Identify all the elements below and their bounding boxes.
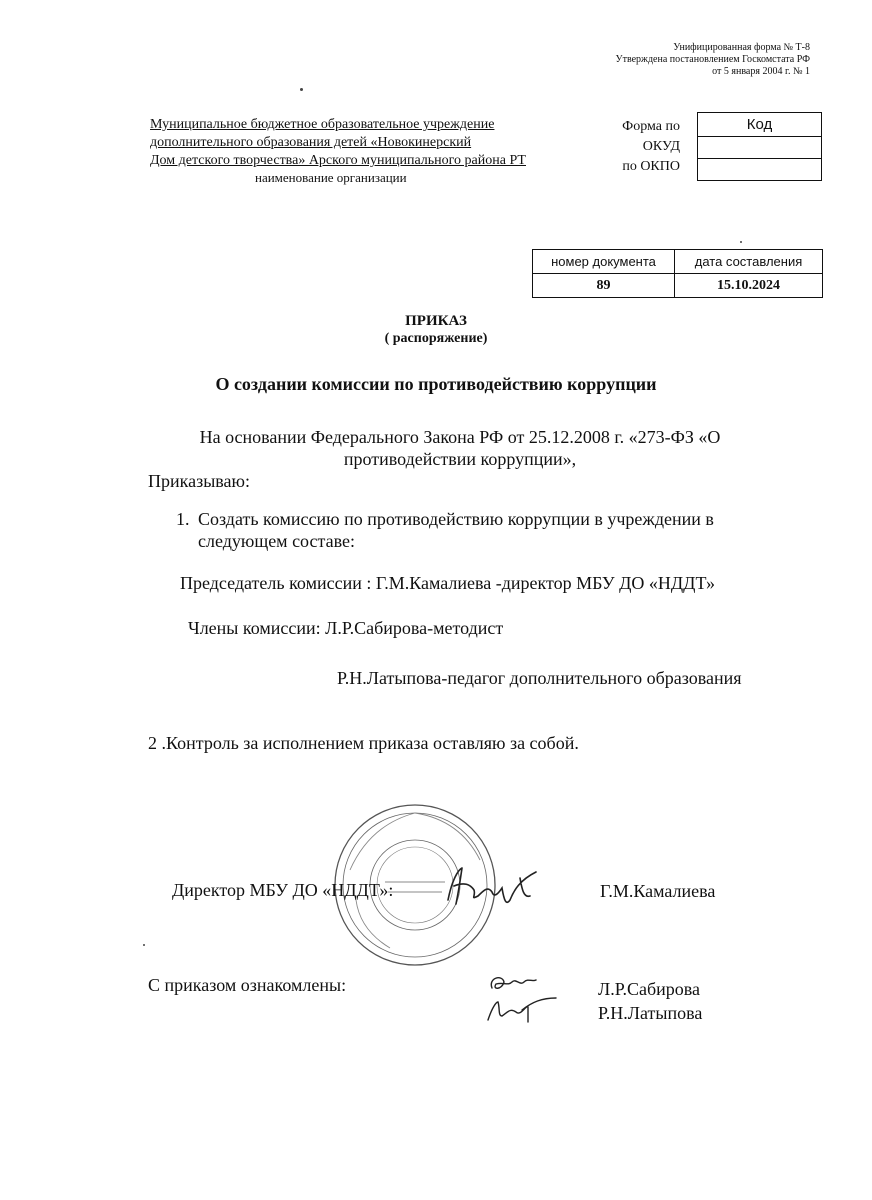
unified-form-line: Утверждена постановлением Госкомстата РФ — [615, 54, 810, 65]
document-info-table — [532, 249, 823, 298]
commission-members: Члены комиссии: Л.Р.Сабирова-методист — [188, 618, 504, 638]
okud-value — [698, 137, 822, 159]
order-basis — [160, 426, 760, 470]
item-line: следующем составе: — [198, 531, 355, 551]
doc-date-value: 15.10.2024 — [675, 274, 823, 298]
director-name: Г.М.Камалиева — [600, 881, 716, 901]
doc-number-value: 89 — [533, 274, 675, 298]
okud-label: ОКУД — [642, 139, 680, 154]
acquainted-person: Л.Р.Сабирова — [598, 979, 701, 999]
unified-form-line: от 5 января 2004 г. № 1 — [712, 66, 810, 77]
order-item-2: 2 .Контроль за исполнением приказа оставляю за собой. — [148, 733, 579, 753]
acquainted-person: Р.Н.Латыпова — [598, 1003, 703, 1023]
organization-line: дополнительного образования детей «Новокинерский — [150, 135, 472, 150]
organization-line: Муниципальное бюджетное образовательное учреждение — [150, 117, 495, 132]
code-table — [697, 112, 822, 181]
acquainted-label: С приказом ознакомлены: — [148, 975, 347, 995]
item-number: 1. — [176, 509, 190, 529]
unified-form-line: Унифицированная форма № Т-8 — [673, 42, 810, 53]
basis-line: противодействии коррупции», — [343, 449, 577, 469]
commission-member-2: Р.Н.Латыпова-педагог дополнительного образования — [337, 668, 742, 688]
acquainted-signatures-icon — [482, 968, 562, 1028]
okpo-value — [698, 159, 822, 181]
forma-po-label: Форма по — [622, 119, 680, 134]
kod-header: Код — [698, 113, 822, 137]
order-title: ПРИКАЗ — [405, 313, 467, 329]
order-item-1 — [176, 508, 796, 552]
scan-speck — [300, 88, 303, 91]
doc-number-label: номер документа — [533, 250, 675, 274]
doc-date-label: дата составления — [675, 250, 823, 274]
acquainted-names — [598, 977, 702, 1025]
order-word: Приказываю: — [148, 471, 250, 491]
organization-line: Дом детского творчества» Арского муниципального района РТ — [150, 153, 526, 168]
director-label: Директор МБУ ДО «НДДТ»: — [172, 880, 394, 900]
organization-caption: наименование организации — [255, 170, 407, 185]
okpo-label: по ОКПО — [622, 159, 680, 174]
director-signature-icon — [440, 860, 550, 910]
basis-line: На основании Федерального Закона РФ от 25.12.2008 г. «273-ФЗ «О — [199, 427, 721, 447]
organization-block — [150, 116, 580, 185]
item-line: Создать комиссию по противодействию коррупции в учреждении в — [198, 509, 714, 529]
form-codes-labels — [578, 117, 680, 177]
order-subject: О создании комиссии по противодействию коррупции — [215, 374, 657, 394]
scan-speck — [740, 241, 742, 243]
scan-speck — [143, 944, 145, 946]
unified-form-note — [616, 42, 811, 78]
order-subtitle: ( распоряжение) — [384, 331, 488, 346]
commission-chair: Председатель комиссии : Г.М.Камалиева -директор МБУ ДО «НДДТ» — [180, 573, 715, 593]
